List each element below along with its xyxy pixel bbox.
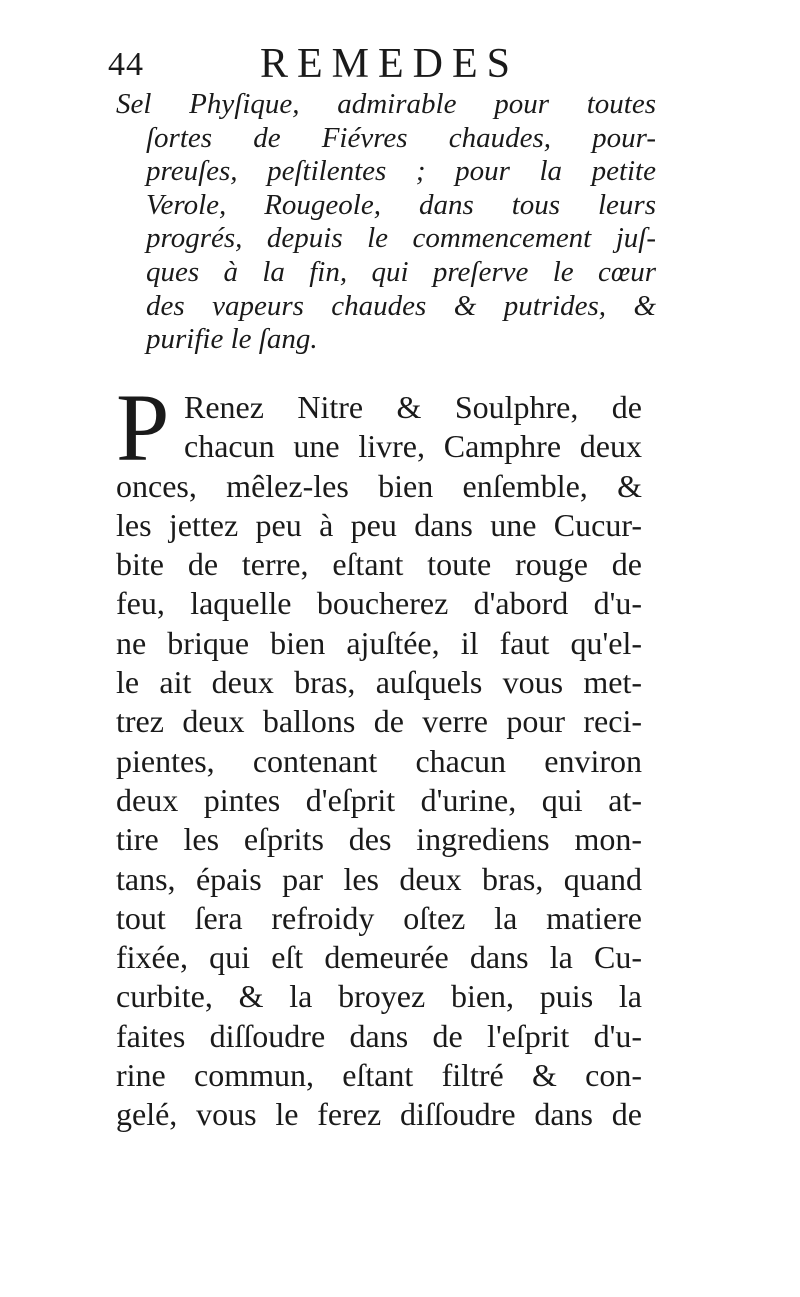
heading-line: preuſes, peſtilentes ; pour la petite bbox=[146, 155, 656, 188]
heading-line: progrés, depuis le commencement juſ- bbox=[146, 222, 656, 255]
body-line: curbite, & la broyez bien, puis la bbox=[116, 978, 642, 1015]
heading-line: Verole, Rougeole, dans tous leurs bbox=[146, 188, 656, 221]
body-line: trez deux ballons de verre pour reci- bbox=[116, 703, 642, 740]
page-number: 44 bbox=[108, 46, 144, 83]
body-line: onces, mêlez-les bien enſemble, & bbox=[116, 467, 642, 504]
page-header bbox=[108, 40, 668, 90]
body-line: faites diſſoudre dans de l'eſprit d'u- bbox=[116, 1017, 642, 1054]
body-line: tire les eſprits des ingrediens mon- bbox=[116, 821, 642, 858]
body-line: ne brique bien ajuſtée, il faut qu'el- bbox=[116, 624, 642, 661]
body-line: rine commun, eſtant filtré & con- bbox=[116, 1057, 642, 1094]
body-line: pientes, contenant chacun environ bbox=[116, 742, 642, 779]
recipe-heading bbox=[116, 88, 656, 357]
heading-line: purifie le ſang. bbox=[146, 323, 318, 356]
heading-line: ſortes de Fiévres chaudes, pour- bbox=[146, 121, 656, 154]
body-line: gelé, vous le ferez diſſoudre dans de bbox=[116, 1096, 642, 1133]
drop-cap: P bbox=[116, 374, 170, 481]
body-line: feu, laquelle boucherez d'abord d'u- bbox=[116, 585, 642, 622]
running-title: REMEDES bbox=[260, 41, 520, 87]
heading-line: Sel Phyſique, admirable pour toutes bbox=[116, 88, 656, 120]
body-line: bite de terre, eſtant toute rouge de bbox=[116, 546, 642, 583]
body-line: tans, épais par les deux bras, quand bbox=[116, 860, 642, 897]
body-line: les jettez peu à peu dans une Cucur- bbox=[116, 506, 642, 543]
heading-line: des vapeurs chaudes & putrides, & bbox=[146, 289, 656, 322]
recipe-body bbox=[116, 374, 642, 1135]
body-line: fixée, qui eſt demeurée dans la Cu- bbox=[116, 939, 642, 976]
body-line: tout ſera refroidy oſtez la matiere bbox=[116, 899, 642, 936]
body-line: deux pintes d'eſprit d'urine, qui at- bbox=[116, 781, 642, 818]
body-line: le ait deux bras, auſquels vous met- bbox=[116, 664, 642, 701]
body-line: chacun une livre, Camphre deux bbox=[184, 428, 642, 465]
heading-line: ques à la fin, qui preſerve le cœur bbox=[146, 255, 656, 288]
body-line: Renez Nitre & Soulphre, de bbox=[184, 389, 642, 425]
